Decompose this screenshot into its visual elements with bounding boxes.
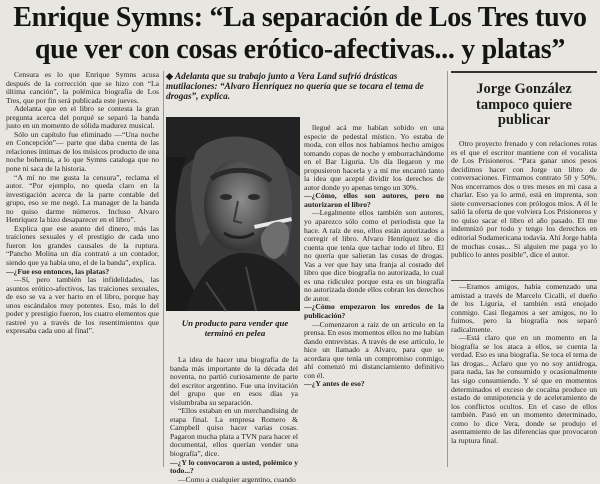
paragraph: “Ellos estaban en un merchandising de etapa final. La empresa Romero & Campbell quiso hacer varias cosas. Pagaron mucha plata a TVN para hacer el documental, ellos querían vender una biografía”, dice. — [170, 406, 298, 459]
article-column-5 — [451, 283, 597, 467]
column-divider-2 — [447, 71, 448, 467]
article-deck — [166, 71, 444, 102]
sidebar-paragraph: Otro proyecto frenado y con relaciones rotas es el que el escritor mantiene con el vocalista de Los Prisioneros. “Para ganar unos pesos decidimos hacer con Jorge un libro de conversaciones. Firmamos contrato 50 y 50%. Nos encerramos dos o tres meses en mi casa a charlar. Eso ya lo armé, está en imprenta, son siete conversaciones con prólogos míos. A él le salió la oferta de que volviera Los Prisioneros y no quiso sacar el libro el año pasado. El me indemnizó por todo y tengo los derechos en editorial Sudamericana todavía. Ahí Jorge habla de muchas cosas... Si alguien me paga yo lo publico lo antes posible”, dice el autor. — [451, 139, 597, 260]
portrait-photo-icon — [166, 117, 300, 311]
sidebar-title: Jorge González tampoco quiere publicar — [476, 81, 572, 128]
column-divider-1 — [163, 71, 164, 467]
interview-question: —¿Cómo, ellos son autores, pero no autorizaron el libro? — [304, 191, 444, 209]
paragraph: Explica que ese asunto del dinero, más las traiciones sexuales y el prestigio de cada uno fueron los grandes causales de la ruptura. “Pancho Molina un día contrató a un contador, siendo que ya había uno, el de la banda”, explica. — [6, 223, 159, 268]
sidebar-body — [451, 140, 597, 279]
interview-question: —¿Cómo empezaron los enredos de la publicación? — [304, 302, 444, 321]
paragraph: llegué acá me habían sobido en una especie de pedestal místico. Yo estaba de moda, con ellos nos habíamos hecho amigos tomando copas de noche y emborrachándome en el Bar Liguria. Un día llegaron y me propusieron hacerla y a mí me encantó tanto la idea que acepté dividir los derechos de autor donde yo apenas tengo un 30%. — [304, 123, 444, 192]
diamond-bullet-icon: ◆ — [166, 71, 174, 81]
paragraph: Adelanta que en el libro se contesta la gran pregunta acerca del porqué se separó la banda justo en un momento de sólida madurez musical. — [6, 104, 159, 131]
sidebar-divider — [451, 280, 597, 281]
photo-caption: Un producto para vender que terminó en pelea — [181, 318, 289, 338]
paragraph: Sólo un capítulo fue eliminado —“Una noche en Concepción”— parte que daba cuenta de las relaciones íntimas de los músicos producto de una noche bohemia, a lo que Symns cataloga que no pone ni saca de la historia. — [6, 129, 159, 174]
headline-line-1: Enrique Symns: “La separación de Los Tres tuvo — [13, 2, 587, 33]
interview-question: —¿Fue eso entonces, las platas? — [6, 266, 110, 276]
sidebar-header — [451, 71, 597, 137]
paragraph: —Sí, pero también las infidelidades, las asuntos erótico-afectivos, las traiciones sexuales, de eso se va a ver harto en el libro, porque hay unos escándalos muy potentes. Eso, más lo del poder y prestigio fueron, los cuatro elementos que rastreé yo a través de los resentimientos que expresaba cada uno al final”. — [6, 275, 159, 336]
paragraph: —Está claro que en un momento en la biografía se los ataca a ellos, se cuenta la verdad. Eso es una biografía. Se toca el tema de las drogas... Aclaro que yo no soy antidroga, para nada, las he consumido y ocasionalmente las sigo consumiendo. Y sé que en momentos determinados el exceso de cocaína produce un estado de omnipotencia y de aceleramiento de los conflictos ocultos. En el caso de ellos también. Pasó en un momento determinado, como lo dice Vera, donde se produjo el asentamiento de las diferencias que provocaron la ruptura final. — [451, 333, 597, 445]
paragraph: —Legalmente ellos también son autores, yo aparezco sólo como el periodista que la hace. A raíz de eso, ellos están autorizados a corregir el libro. Alvaro Henríquez se dio cuenta que tenía que tachar todo el libro. El no quería que salieran las cosas de drogas. Vas a ver que hay una franja al costado del libro que dice biografía no autorizada, lo cual es una ridiculez porque esta es un biografía no autorizada donde ellos cobran los derechos de autor. — [304, 208, 445, 303]
article-column-3 — [304, 124, 444, 465]
headline-line-2: que ver con cosas erótico-afectivas... y platas” — [34, 34, 566, 65]
interview-question: —¿Y antes de eso? — [304, 379, 365, 389]
headline — [0, 2, 600, 66]
paragraph: Censura es lo que Enrique Symns acusa después de la corrección que se hizo con “La última canción”, la polémica biografía de Los Tres, que por fin será publicada este jueves. — [6, 70, 159, 105]
paragraph: “A mí no me gusta la censura”, reclama el autor. “Por ejemplo, no queda claro en la investigación acerca de la parte contable del grupo, eso se me negó. La manager de la banda no quiso darme números. Incluso Alvaro Henríquez la hizo desaparecer en el libro”. — [6, 172, 159, 225]
deck-text: Adelanta que su trabajo junto a Vera Land sufrió drásticas mutilaciones: “Alvaro Henríquez no quería que se tocara el tema de drogas”, explica. — [166, 71, 424, 102]
author-portrait-photo — [166, 117, 300, 311]
paragraph: La idea de hacer una biografía de la banda más importante de la década del noventa, no partió curiosamente de parte del escritor argentino. Fue una invitación del grupo que en esos días ya vislumbraba su separación. — [170, 355, 298, 407]
article-column-2 — [170, 355, 298, 484]
article-column-1 — [6, 71, 159, 468]
paragraph: —Comenzaron a raíz de un artículo en la prensa. En esos momentos ellos no me habían dando entrevistas. A través de ese artículo, le hice un llamado a Alvaro, para que se acordara que tenía un compromiso conmigo, ahí comenzó mi distanciamiento definitivo con él. — [304, 319, 444, 380]
paragraph: —Como a cualquier argentino, cuando — [178, 474, 296, 484]
interview-question: —¿Y lo convocaron a usted, polémico y todo...? — [170, 457, 298, 476]
paragraph: —Eramos amigos, había comenzado una amistad a través de Marcelo Cicalli, el dueño de los Liguria, el también está enojado conmigo. Casi llegamos a ser amigos, no lo fuimos, pero la biografía nos separó radicalmente. — [451, 282, 597, 334]
